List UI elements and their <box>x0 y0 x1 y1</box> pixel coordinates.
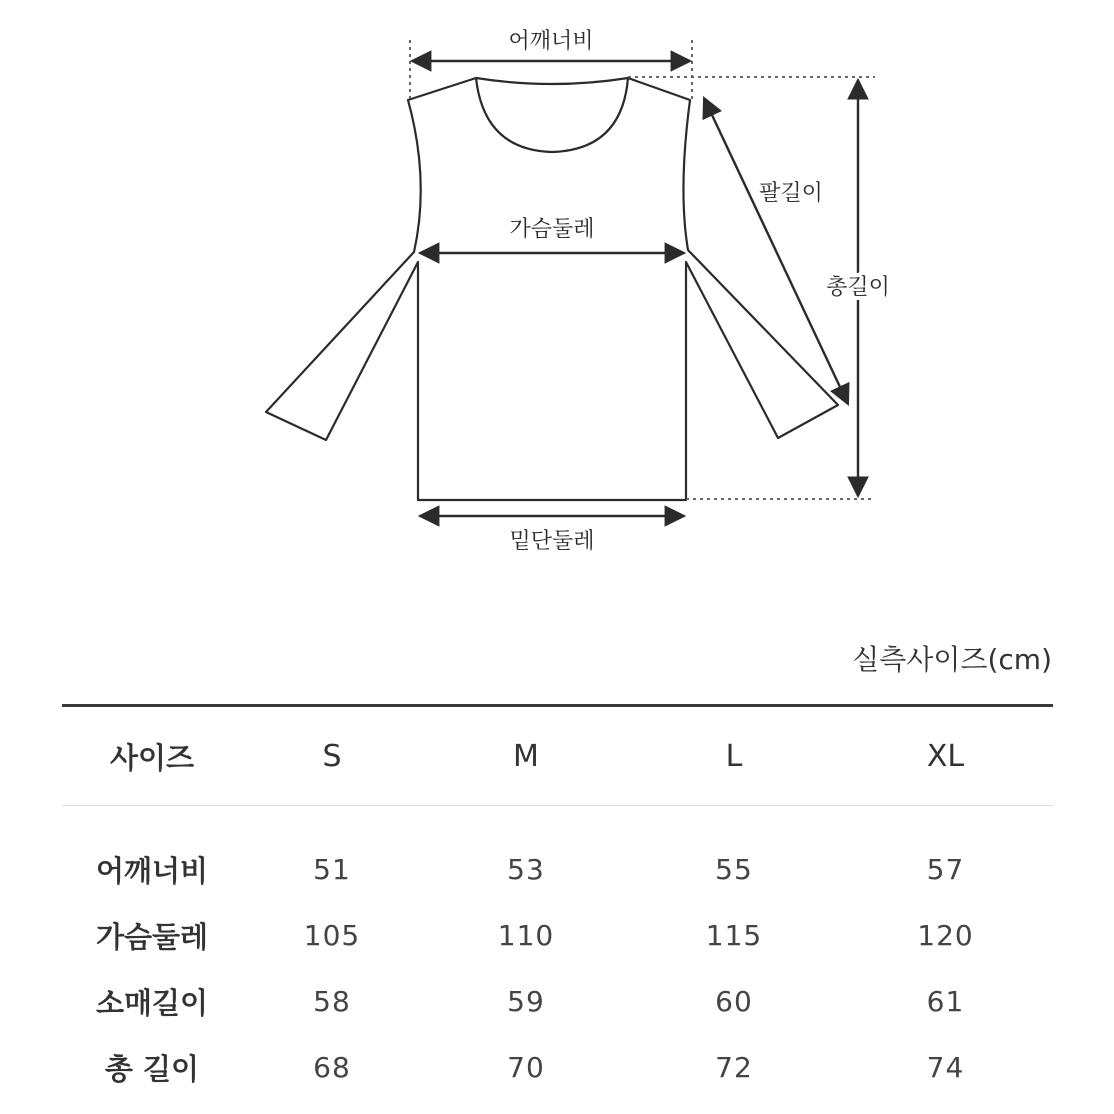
header-size-m: M <box>513 738 539 774</box>
table-row-chest <box>62 902 1053 968</box>
header-size-s: S <box>322 738 342 774</box>
table-cell: 61 <box>926 984 965 1018</box>
table-body <box>62 806 1053 1100</box>
table-cell: 58 <box>313 984 351 1018</box>
header-size-xl: XL <box>926 738 965 774</box>
table-cell: 74 <box>926 1050 965 1084</box>
row-label: 소매길이 <box>95 985 209 1020</box>
row-label: 가슴둘레 <box>95 919 209 954</box>
row-label: 어깨너비 <box>95 853 209 888</box>
table-header-row <box>62 707 1053 806</box>
guide-lines <box>410 40 875 499</box>
table-cell: 72 <box>715 1050 753 1084</box>
table-cell: 60 <box>715 984 753 1018</box>
row-label: 총 길이 <box>104 1051 200 1086</box>
chest-label: 가슴둘레 <box>509 217 595 242</box>
table-cell: 105 <box>303 918 361 952</box>
table-cell: 70 <box>507 1050 545 1084</box>
table-cell: 55 <box>715 852 753 886</box>
header-label: 사이즈 <box>109 740 195 775</box>
sleeve-arrow <box>704 98 848 404</box>
table-row-total-length <box>62 1034 1053 1100</box>
hem-label: 밑단둘레 <box>509 529 595 554</box>
table-cell: 59 <box>507 984 545 1018</box>
unit-label: 실측사이즈(cm) <box>852 643 1052 676</box>
table-cell: 115 <box>705 918 763 952</box>
table-cell: 53 <box>507 852 545 886</box>
table-cell: 68 <box>313 1050 351 1084</box>
size-table <box>62 704 1053 1100</box>
table-cell: 110 <box>497 918 555 952</box>
shoulder-label: 어깨너비 <box>508 29 594 54</box>
header-size-l: L <box>725 738 743 774</box>
collar-inner <box>476 78 628 152</box>
table-cell: 57 <box>926 852 965 886</box>
sleeve-label: 팔길이 <box>759 181 823 206</box>
total-length-label: 총길이 <box>826 275 890 300</box>
table-cell: 51 <box>313 852 351 886</box>
shirt-outline <box>266 78 838 500</box>
table-row-shoulder <box>62 836 1053 902</box>
table-cell: 120 <box>917 918 974 952</box>
table-row-sleeve <box>62 968 1053 1034</box>
